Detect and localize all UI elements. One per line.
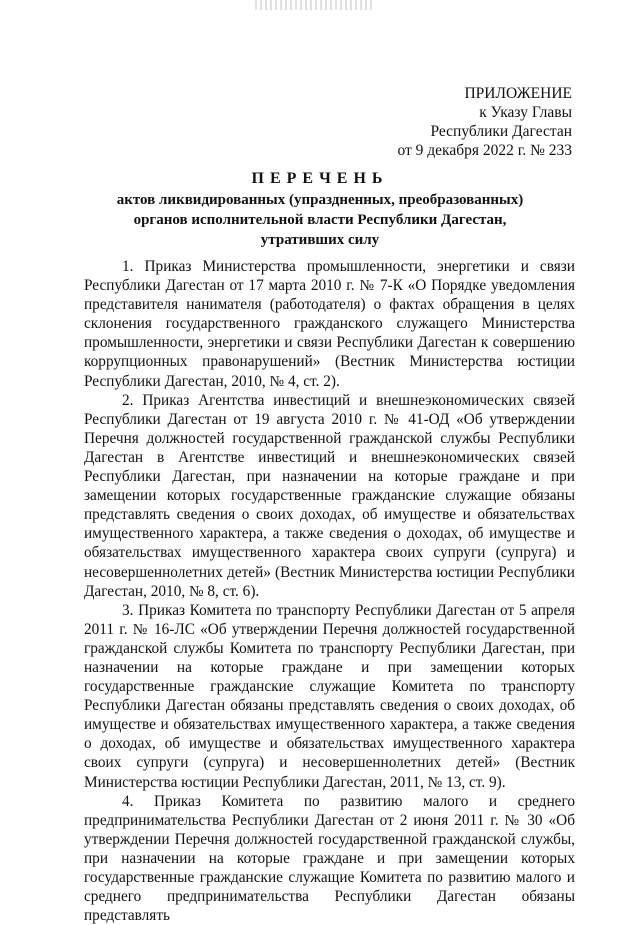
list-item: 1. Приказ Министерства промышленности, энергетики и связи Республики Дагестан от 17 марта 2010 г. № 7-К «О Порядке уведомления представителя нанимателя (работодателя) о фактах обращения в целях склонения государственного гражданского служащего Министерства промышленности, энергетики и связи Республики Дагестан к совершению коррупционных правонарушений» (Вестник Министерства юстиции Республики Дагестан, 2010, № 4, ст. 2). [84,258,575,390]
appendix-republic: Республики Дагестан [430,123,572,140]
appendix-label: ПРИЛОЖЕНИЕ [464,85,572,102]
subtitle-line: утративших силу [260,232,380,248]
subtitle-line: органов исполнительной власти Республики Дагестан, [133,212,507,228]
appendix-decree-ref: к Указу Главы [479,104,572,121]
subtitle-line: актов ликвидированных (упраздненных, преобразованных) [116,192,524,208]
list-item: 4. Приказ Комитета по развитию малого и среднего предпринимательства Республики Дагестан от 2 июня 2011 г. № 30 «Об утверждении Перечня должностей государственной гражданской службы, при назначении на которые граждане и при замещении которых государственные гражданские служащие Комитета по развитию малого и среднего предпринимательства Республики Дагестан обязаны представлять [84,792,575,925]
list-item: 2. Приказ Агентства инвестиций и внешнеэкономических связей Республики Дагестан от 19 августа 2010 г. № 41-ОД «Об утверждении Перечня должностей государственной гражданской службы Республики Дагестан в Агентстве инвестиций и внешнеэкономических связей Республики Дагестан, при назначении на которые граждане и при замещении которых государственные гражданские служащие обязаны представлять сведения о своих доходах, об имуществе и обязательствах имущественного характера, а также сведения о доходах, об имуществе и обязательствах имущественного характера своих супруги (супруга) и несовершеннолетних детей» (Вестник Министерства юстиции Республики Дагестан, 2010, № 8, ст. 6). [84,391,575,600]
list-item: 3. Приказ Комитета по транспорту Республики Дагестан от 5 апреля 2011 г. № 16-ЛС «Об утверждении Перечня должностей государственной гражданской службы Комитета по транспорту Республики Дагестан, при назначении на которые граждане и при замещении которых государственные гражданские служащие Комитета по транспорту Республики Дагестан обязаны представлять сведения о своих доходах, об имуществе и обязательствах имущественного характера, а также сведения о доходах, об имуществе и обязательствах имущественного характера своих супруги (супруга) и несовершеннолетних детей» (Вестник Министерства юстиции Республики Дагестан, 2011, № 13, ст. 9). [84,601,575,791]
document-body [84,257,575,925]
document-title: ПЕРЕЧЕНЬ [251,170,389,187]
appendix-date: от 9 декабря 2022 г. № 233 [397,142,572,159]
document-subtitle [80,190,560,250]
scan-artifact [255,0,375,10]
appendix-header [397,84,572,160]
